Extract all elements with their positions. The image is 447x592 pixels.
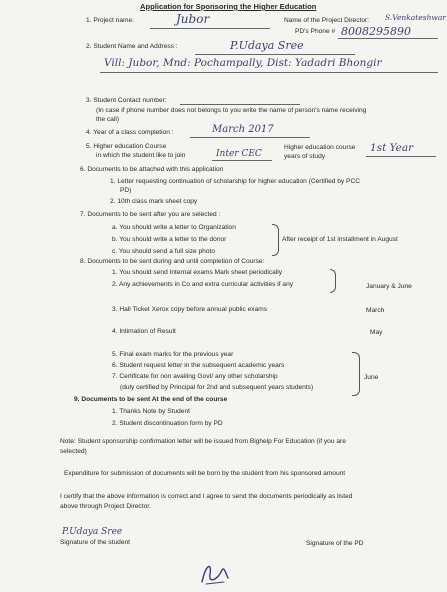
contact-label: 3. Student Contact number: xyxy=(86,97,167,104)
years-line xyxy=(366,156,436,157)
section-6-heading: 6. Documents to be attached with this application xyxy=(80,166,224,173)
certification-line-1: I certify that the above information is correct and I agree to send the documents periodically as listed xyxy=(60,493,353,500)
pd-signature-scribble xyxy=(198,560,232,588)
section-6-item-2: 2. 10th class mark sheet copy xyxy=(110,198,198,205)
project-name-label: 1. Project name: xyxy=(86,17,135,24)
section-8-item-4-when: May xyxy=(370,329,383,336)
year-value: March 2017 xyxy=(212,124,274,135)
section-7-heading: 7. Documents to be sent after you are selected : xyxy=(80,211,221,218)
pd-phone-label: PD's Phone # xyxy=(295,28,336,35)
course-line xyxy=(212,160,272,161)
director-value: S.Venkateshwar xyxy=(385,13,446,22)
section-6-item-1: 1. Letter requesting continuation of scholarship for higher education (Certified by PCC xyxy=(110,178,360,185)
student-signature: P.Udaya Sree xyxy=(62,527,123,537)
section-7-item-a: a. You should write a letter to Organization xyxy=(112,224,236,231)
section-7-item-c: c. You should send a full size photo xyxy=(112,248,216,255)
project-name-value: Jubor xyxy=(176,12,210,26)
pd-phone-value: 8008295890 xyxy=(341,25,411,38)
section-8-item-2-when: January & June xyxy=(366,283,412,290)
section-8-brace-1 xyxy=(330,269,336,293)
section-8-item-4: 4. Intimation of Result xyxy=(112,328,176,335)
note-expenditure: Expenditure for submission of documents will be born by the student from his sponsored amount xyxy=(64,470,346,477)
address-value: Vill: Jubor, Mnd: Pochampally, Dist: Yadadri Bhongir xyxy=(104,57,382,69)
section-9-item-2: 2. Student discontinuation form by PD xyxy=(112,420,223,427)
address-line xyxy=(100,72,438,73)
section-6-item-1b: PD) xyxy=(120,187,132,194)
student-signature-label: Signature of the student xyxy=(60,539,131,546)
project-name-line xyxy=(150,28,270,29)
certification-line-2: above through Project Director. xyxy=(60,503,151,510)
section-8-item-1: 1. You should send Internal exams Mark sheet periodically xyxy=(112,269,283,276)
section-8-brace-2 xyxy=(352,352,360,396)
student-label: 2. Student Name and Address : xyxy=(86,43,178,50)
years-label: Higher education course xyxy=(284,144,356,151)
section-8-item-7: 7. Certificate for non availing Govt/ any other scholarship xyxy=(112,373,278,380)
section-7-brace xyxy=(272,224,279,256)
section-9-heading: 9. Documents to be sent At the end of the course xyxy=(74,396,228,403)
years-value: 1st Year xyxy=(370,142,414,154)
pd-signature-label: Signature of the PD xyxy=(306,540,364,547)
note-sponsorship: Note: Student sponsorship confirmation letter will be issued from Bighelp For Education (if you are xyxy=(60,438,346,445)
contact-note: (In case if phone number does not belongs to you write the name of person's name receiving xyxy=(96,107,367,114)
course-value: Inter CEC xyxy=(216,149,262,159)
director-label: Name of the Project Director: xyxy=(284,17,370,24)
section-8-item-5: 5. Final exam marks for the previous year xyxy=(112,351,234,358)
section-8-item-6: 6. Student request letter in the subsequent academic years xyxy=(112,362,285,369)
contact-note-2: the call) xyxy=(96,116,120,123)
course-label: 5. Higher education Course xyxy=(86,143,167,150)
year-label: 4. Year of a class completion : xyxy=(86,129,174,136)
student-name-value: P.Udaya Sree xyxy=(230,39,304,52)
section-8-item-3: 3. Hall Ticket Xerox copy before annual public exams xyxy=(112,306,268,313)
section-8-june: June xyxy=(364,374,379,381)
note-sponsorship-2: selected) xyxy=(60,448,87,455)
section-8-item-2: 2. Any achievements in Co and extra curricular activities if any xyxy=(112,281,294,288)
year-line xyxy=(190,137,310,138)
contact-line xyxy=(180,104,300,105)
form-title: Application for Sponsoring the Higher Education xyxy=(140,2,317,11)
student-name-line xyxy=(195,54,355,55)
course-label-2: in which the student like to join xyxy=(96,152,186,159)
section-8-item-7b: (duly certified by Principal for 2nd and subsequent years students) xyxy=(120,384,314,391)
section-9-item-1: 1. Thanks Note by Student xyxy=(112,408,190,415)
pd-phone-line xyxy=(338,38,438,39)
section-7-note: After receipt of 1st installment in August xyxy=(282,236,398,243)
section-8-heading: 8. Documents to be sent during and until completion of Course: xyxy=(80,258,265,265)
section-7-item-b: b. You should write a letter to the donor xyxy=(112,236,227,243)
years-label-2: years of study xyxy=(284,153,326,160)
section-8-item-3-when: March xyxy=(366,307,385,314)
